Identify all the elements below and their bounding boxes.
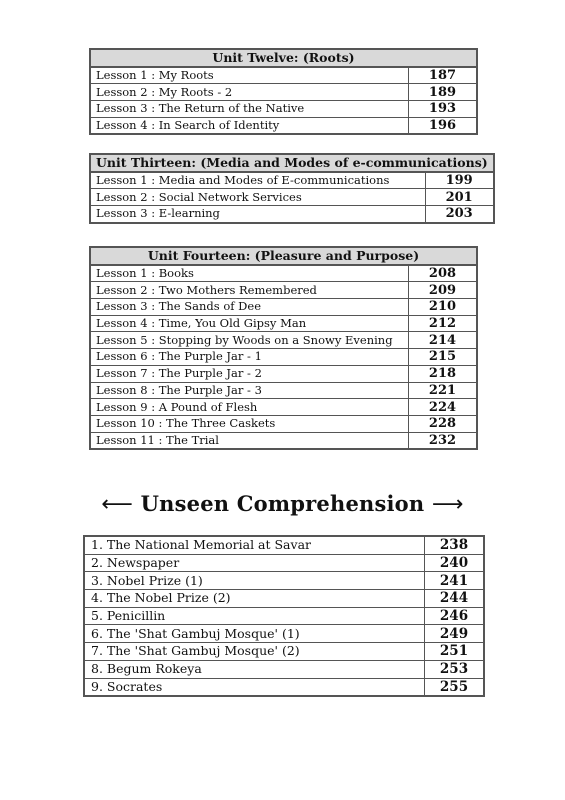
page-number: 203 (425, 206, 494, 223)
lesson-list (90, 172, 494, 223)
lesson-label: Lesson 7 : The Purple Jar - 2 (90, 365, 409, 382)
lesson-label: Lesson 11 : The Trial (90, 432, 409, 449)
lesson-list (90, 67, 477, 135)
unseen-row (84, 536, 484, 554)
page-number: 212 (409, 315, 478, 332)
page-number: 196 (409, 117, 478, 134)
lesson-row (90, 265, 477, 282)
unit-title: Unit Fourteen: (Pleasure and Purpose) (90, 247, 477, 265)
unit-title: Unit Thirteen: (Media and Modes of e-communications) (90, 154, 494, 172)
page-number: 240 (425, 554, 485, 572)
lesson-row (90, 117, 477, 134)
unseen-comprehension-heading (0, 488, 565, 521)
lesson-row (90, 365, 477, 382)
lesson-label: Lesson 8 : The Purple Jar - 3 (90, 382, 409, 399)
lesson-row (90, 315, 477, 332)
page-number: 214 (409, 332, 478, 349)
page-number: 244 (425, 590, 485, 608)
lesson-label: Lesson 10 : The Three Caskets (90, 415, 409, 432)
lesson-row (90, 415, 477, 432)
page-number: 251 (425, 643, 485, 661)
page-number: 228 (409, 415, 478, 432)
passage-label: 1. The National Memorial at Savar (84, 536, 425, 554)
lesson-row (90, 299, 477, 316)
page-number: 249 (425, 625, 485, 643)
page-number: 201 (425, 189, 494, 206)
lesson-row (90, 172, 494, 189)
unit-title: Unit Twelve: (Roots) (90, 49, 477, 67)
lesson-row (90, 189, 494, 206)
lesson-row (90, 206, 494, 223)
passage-label: 9. Socrates (84, 678, 425, 696)
unseen-row (84, 643, 484, 661)
lesson-label: Lesson 1 : My Roots (90, 67, 409, 84)
unit-fourteen-table (89, 246, 478, 450)
page-number: 255 (425, 678, 485, 696)
lesson-row (90, 382, 477, 399)
lesson-label: Lesson 3 : The Sands of Dee (90, 299, 409, 316)
right-arrow-icon: ⟶ (431, 492, 464, 517)
lesson-row (90, 349, 477, 366)
section-title: Unseen Comprehension (140, 491, 425, 516)
lesson-label: Lesson 9 : A Pound of Flesh (90, 399, 409, 416)
lesson-label: Lesson 6 : The Purple Jar - 1 (90, 349, 409, 366)
unseen-row (84, 678, 484, 696)
passage-label: 3. Nobel Prize (1) (84, 572, 425, 590)
lesson-label: Lesson 4 : Time, You Old Gipsy Man (90, 315, 409, 332)
passage-label: 8. Begum Rokeya (84, 660, 425, 678)
lesson-label: Lesson 5 : Stopping by Woods on a Snowy Evening (90, 332, 409, 349)
page-number: 189 (409, 84, 478, 101)
passage-label: 2. Newspaper (84, 554, 425, 572)
unseen-comprehension-table (83, 535, 485, 697)
unseen-row (84, 554, 484, 572)
lesson-label: Lesson 3 : E-learning (90, 206, 425, 223)
page-number: 224 (409, 399, 478, 416)
lesson-label: Lesson 3 : The Return of the Native (90, 101, 409, 118)
page-number: 209 (409, 282, 478, 299)
unit-twelve-table (89, 48, 478, 135)
lesson-row (90, 399, 477, 416)
left-arrow-icon: ⟵ (101, 492, 134, 517)
page-number: 221 (409, 382, 478, 399)
page-number: 193 (409, 101, 478, 118)
page-number: 238 (425, 536, 485, 554)
page-number: 232 (409, 432, 478, 449)
lesson-row (90, 432, 477, 449)
lesson-row (90, 67, 477, 84)
passage-label: 7. The 'Shat Gambuj Mosque' (2) (84, 643, 425, 661)
lesson-row (90, 84, 477, 101)
page-number: 187 (409, 67, 478, 84)
unseen-row (84, 607, 484, 625)
page-number: 218 (409, 365, 478, 382)
lesson-row (90, 332, 477, 349)
page-number: 241 (425, 572, 485, 590)
lesson-label: Lesson 4 : In Search of Identity (90, 117, 409, 134)
lesson-label: Lesson 1 : Books (90, 265, 409, 282)
lesson-label: Lesson 2 : My Roots - 2 (90, 84, 409, 101)
lesson-label: Lesson 1 : Media and Modes of E-communications (90, 172, 425, 189)
unseen-row (84, 590, 484, 608)
unseen-row (84, 660, 484, 678)
page-number: 246 (425, 607, 485, 625)
passage-label: 4. The Nobel Prize (2) (84, 590, 425, 608)
page-number: 208 (409, 265, 478, 282)
page-number: 199 (425, 172, 494, 189)
passage-label: 6. The 'Shat Gambuj Mosque' (1) (84, 625, 425, 643)
unseen-row (84, 625, 484, 643)
lesson-label: Lesson 2 : Social Network Services (90, 189, 425, 206)
unit-thirteen-table (89, 153, 495, 224)
unseen-list (84, 536, 484, 696)
lesson-row (90, 282, 477, 299)
passage-label: 5. Penicillin (84, 607, 425, 625)
lesson-row (90, 101, 477, 118)
lesson-label: Lesson 2 : Two Mothers Remembered (90, 282, 409, 299)
lesson-list (90, 265, 477, 450)
page-number: 210 (409, 299, 478, 316)
page-number: 253 (425, 660, 485, 678)
page-number: 215 (409, 349, 478, 366)
unseen-row (84, 572, 484, 590)
